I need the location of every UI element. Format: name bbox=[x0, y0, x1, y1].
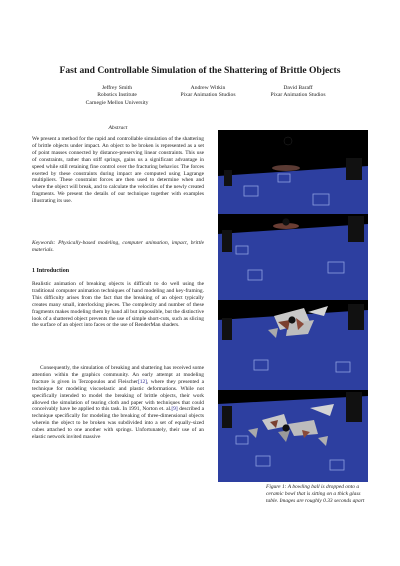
author-witkin bbox=[168, 85, 248, 100]
author-name: Andrew Witkin bbox=[190, 85, 226, 91]
frame-4-image bbox=[218, 390, 368, 482]
figure-frame-2 bbox=[218, 214, 368, 300]
citation-link[interactable]: [9] bbox=[171, 406, 178, 413]
paragraph-text: described a technique specifically for modeling the breaking of three-dimensional objects wherein the object to be broken was subdivided into a set of equally-sized cubes attached to one another with springs. Unfortunately, their use of an elastic network invited massive bbox=[32, 406, 205, 441]
figure-frame-3 bbox=[218, 300, 368, 390]
keywords bbox=[32, 240, 204, 254]
author-affiliation: Pixar Animation Studios bbox=[180, 92, 236, 99]
paragraph-text: Consequently, the simulation of breaking and shattering has received some attention within the graphics community. An early attempt at modeling fracture is given in Terzopoulos and Fleischer bbox=[32, 365, 204, 385]
intro-paragraph-1: Realistic animation of breaking objects is difficult to do well using the traditional computer animation techniques of hand modeling and key-framing. This difficulty arises from the fact that the breaking of an object typically creates many small, interlocking pieces. The complexity and number of these fragments makes modeling them by hand all but impossible, but the distinctive look of a shattered object prevents the use of simple short-cuts, such as slicing the surface of an object into faces or the use of RenderMan shaders. bbox=[32, 281, 204, 329]
author-smith bbox=[62, 85, 172, 107]
keywords-label: Keywords: bbox=[32, 240, 56, 246]
paragraph-text: , where they presented a technique for modeling viscoelastic and plastic deformations. While not specifically intended to model the breaking of brittle objects, their work allowed the simulation of tearing cloth and paper with techniques that could conceivably have be applied to this task. In 1991, Norton et. al. bbox=[32, 378, 204, 413]
citation-link[interactable]: [12] bbox=[137, 378, 147, 385]
intro-paragraph-2 bbox=[32, 365, 204, 441]
frame-2-image bbox=[218, 214, 368, 300]
author-name: David Baraff bbox=[283, 85, 313, 91]
author-affiliation: Robotics Institute bbox=[97, 92, 137, 99]
section-heading: 1 Introduction bbox=[32, 268, 70, 274]
author-affiliation: Carnegie Mellon University bbox=[85, 99, 149, 106]
figure-frame-1 bbox=[218, 130, 368, 214]
paper-title: Fast and Controllable Simulation of the Shattering of Brittle Objects bbox=[59, 65, 341, 76]
abstract-text: We present a method for the rapid and controllable simulation of the shattering of brittle objects under impact. An object to be broken is represented as a set of point masses connected by distance-preserving linear constraints. This use of constraints, rather than stiff springs, gains us a significant advantage in speed while still retaining fine control over the fracturing behavior. The forces exerted by these constraints during impact are computed using Lagrange multipliers. These constraint forces are then used to determine when and where the object will break, and to calculate the velocities of the newly created fragments. We present the details of our technique together with examples illustrating its use. bbox=[32, 136, 204, 205]
frame-1-image bbox=[218, 130, 368, 214]
figure-frame-4 bbox=[218, 390, 368, 482]
author-affiliation: Pixar Animation Studios bbox=[270, 92, 326, 99]
frame-3-image bbox=[218, 300, 368, 390]
abstract-heading: Abstract bbox=[108, 125, 128, 131]
author-name: Jeffrey Smith bbox=[101, 85, 133, 91]
figure-caption: Figure 1: A bowling ball is dropped onto a ceramic bowl that is sitting on a thick glass table. Images are roughly 0.33 seconds apart bbox=[266, 484, 365, 504]
keywords-text: Physically-based modeling, computer animation, impact, brittle materials. bbox=[32, 240, 204, 253]
author-baraff bbox=[258, 85, 338, 100]
